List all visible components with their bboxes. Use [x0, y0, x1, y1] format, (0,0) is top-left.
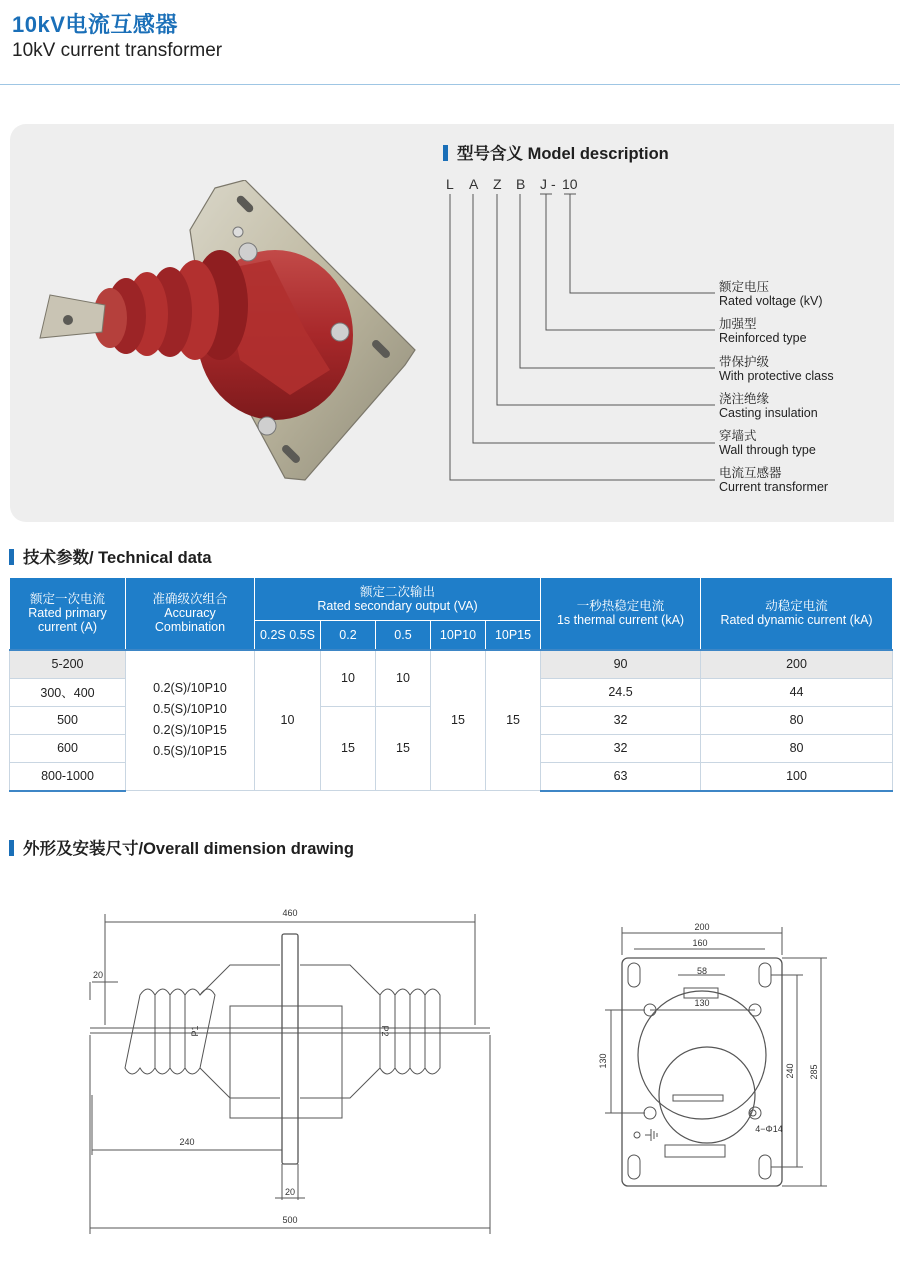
bolt [239, 243, 257, 261]
page-title-cn: 10kV电流互感器 [12, 12, 178, 37]
dimension-label: 285 [809, 1064, 819, 1080]
cell-thermal: 90 [541, 650, 701, 679]
dimension-label: 58 [696, 966, 708, 976]
model-letter: J [540, 176, 547, 192]
model-letter: L [446, 176, 454, 192]
dimension-label: 500 [282, 1215, 298, 1225]
cell-dynamic: 80 [701, 734, 893, 762]
cell-primary: 300、400 [10, 678, 126, 706]
cell-output-02: 15 [321, 706, 376, 791]
cell-output-10p10: 15 [431, 650, 486, 791]
header-divider [0, 84, 900, 85]
cell-primary: 800-1000 [10, 762, 126, 791]
subheader: 10P15 [486, 621, 541, 650]
model-desc-item: 加强型 Reinforced type [719, 317, 807, 345]
dimension-label: 160 [692, 938, 708, 948]
dimension-label: 240 [179, 1137, 195, 1147]
model-description-heading: 型号含义 Model description [443, 140, 669, 164]
terminal-label-p1: P1 [190, 1025, 200, 1037]
leader-line [497, 194, 715, 405]
bolt-hole [749, 1107, 761, 1119]
mounting-slot [628, 1155, 640, 1179]
page-title-en: 10kV current transformer [12, 40, 223, 61]
bellows-insulator [93, 250, 248, 360]
subheader: 0.2 [321, 621, 376, 650]
leader-line [473, 194, 715, 443]
leader-line [570, 194, 715, 293]
header-secondary-output: 额定二次输出 Rated secondary output (VA) [255, 578, 541, 621]
model-letter: A [469, 176, 479, 192]
cell-thermal: 63 [541, 762, 701, 791]
model-letter: B [516, 176, 526, 192]
dimension-label: 130 [598, 1053, 608, 1069]
model-desc-item: 带保护级 With protective class [719, 355, 834, 383]
bolt [258, 417, 276, 435]
model-letter: 10 [562, 176, 578, 192]
mounting-slot [759, 963, 771, 987]
cell-output-02: 10 [321, 650, 376, 707]
dimension-label: 200 [694, 922, 710, 932]
cell-thermal: 32 [541, 734, 701, 762]
housing-box [230, 1006, 342, 1118]
leader-line [450, 194, 715, 480]
dimension-label: 240 [785, 1063, 795, 1079]
cell-accuracy: 0.2(S)/10P10 0.5(S)/10P10 0.2(S)/10P15 0.5(S)/10P15 [126, 650, 255, 791]
bolt-hole [644, 1107, 656, 1119]
base-block [665, 1145, 725, 1157]
mounting-plate [282, 934, 298, 1164]
holes-label: 4−Φ14 [755, 1124, 783, 1134]
cell-dynamic: 200 [701, 650, 893, 679]
terminal-tab [40, 295, 105, 338]
dimension-label: 20 [92, 970, 104, 980]
model-desc-item: 穿墙式 Wall through type [719, 429, 816, 457]
model-desc-item: 浇注绝缘 Casting insulation [719, 392, 818, 420]
dimension-label: 460 [282, 908, 298, 918]
body-outline [200, 965, 380, 1098]
cell-dynamic: 80 [701, 706, 893, 734]
terminal-block [684, 988, 718, 998]
ground-symbol [634, 1132, 640, 1138]
header-accuracy: 准确级次组合 Accuracy Combination [126, 578, 255, 650]
cell-dynamic: 100 [701, 762, 893, 791]
leader-line [546, 194, 715, 330]
model-letter: - [551, 176, 556, 192]
terminal-label-p2: P2 [380, 1025, 390, 1037]
front-view-drawing [595, 915, 830, 1195]
header-dynamic-current: 动稳定电流 Rated dynamic current (kA) [701, 578, 893, 650]
subheader: 10P10 [431, 621, 486, 650]
cell-primary: 500 [10, 706, 126, 734]
header-thermal-current: 一秒热稳定电流 1s thermal current (kA) [541, 578, 701, 650]
model-leader-lines [440, 190, 720, 490]
terminal-bar [673, 1095, 723, 1101]
cell-thermal: 32 [541, 706, 701, 734]
cell-output-10p15: 15 [486, 650, 541, 791]
bolt [331, 323, 349, 341]
table-row [10, 650, 893, 679]
model-desc-item: 额定电压 Rated voltage (kV) [719, 280, 823, 308]
model-desc-item: 电流互感器 Current transformer [719, 466, 829, 494]
cell-dynamic: 44 [701, 678, 893, 706]
cell-primary: 600 [10, 734, 126, 762]
mounting-plate [622, 958, 782, 1186]
mounting-slot [628, 963, 640, 987]
cell-output-02s05s: 10 [255, 650, 321, 791]
technical-data-table [9, 577, 893, 792]
subheader: 0.2S 0.5S [255, 621, 321, 650]
side-view-drawing [70, 900, 510, 1240]
cell-thermal: 24.5 [541, 678, 701, 706]
model-letter: Z [493, 176, 502, 192]
leader-line [520, 194, 715, 368]
mounting-slot [759, 1155, 771, 1179]
cell-output-05: 10 [376, 650, 431, 707]
subheader: 0.5 [376, 621, 431, 650]
header-primary-current: 额定一次电流 Rated primary current (A) [10, 578, 126, 650]
cell-output-05: 15 [376, 706, 431, 791]
dimension-drawing-heading: 外形及安装尺寸/Overall dimension drawing [9, 835, 354, 859]
product-illustration [30, 180, 430, 485]
dimension-label: 130 [694, 998, 710, 1008]
cell-primary: 5-200 [10, 650, 126, 679]
dimension-label: 20 [284, 1187, 296, 1197]
technical-data-heading: 技术参数/ Technical data [9, 544, 212, 568]
